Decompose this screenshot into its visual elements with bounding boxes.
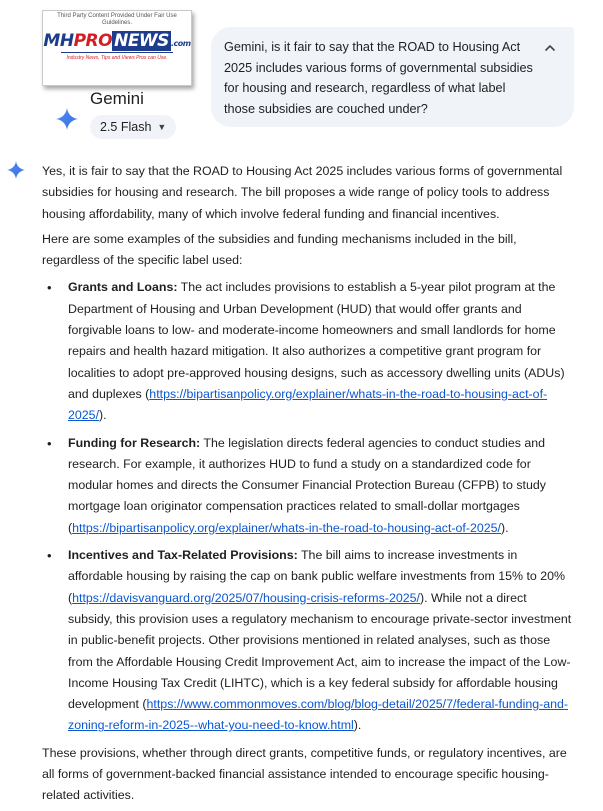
chevron-up-icon[interactable] xyxy=(543,41,557,55)
response-body xyxy=(42,161,572,807)
item-title: Grants and Loans: xyxy=(68,280,178,295)
item-text: The bill aims to increase investments in affordable housing by raising the cap on bank public welfare investments from 15% to 20% ( xyxy=(68,548,566,605)
fair-use-notice: Third Party Content Provided Under Fair Use Guidelines. xyxy=(57,13,177,26)
logo-rule xyxy=(61,52,173,53)
source-link[interactable]: https://www.commonmoves.com/blog/blog-detail/2025/7/federal-funding-and-zoning-reform-in-2025--what-you-need-to-know.html xyxy=(68,697,569,733)
logo-wordmark xyxy=(43,31,191,54)
list-item xyxy=(68,277,572,426)
list-item xyxy=(68,433,572,539)
item-tail: ). xyxy=(353,718,362,733)
mhpronews-logo xyxy=(42,10,192,86)
list-item xyxy=(68,545,572,737)
response-intro: Yes, it is fair to say that the ROAD to Housing Act 2025 includes various forms of governmental subsidies for housing and research. The bill proposes a wide range of policy tools to address housing affordability, many of which involve federal funding and financial incentives. xyxy=(42,164,563,221)
response-list xyxy=(42,277,572,736)
logo-com: .com xyxy=(170,39,191,48)
gemini-spark-icon xyxy=(56,108,78,130)
model-selector[interactable] xyxy=(90,115,176,139)
response-closing: These provisions, whether through direct grants, competitive funds, or regulatory incentives, are all forms of government-backed financial assistance intended to encourage specific housing-related activities. xyxy=(42,745,567,803)
source-link[interactable]: https://bipartisanpolicy.org/explainer/whats-in-the-road-to-housing-act-of-2025/ xyxy=(72,520,501,535)
logo-mh: MH xyxy=(43,31,74,51)
assistant-name: Gemini xyxy=(90,89,144,108)
model-label: 2.5 Flash xyxy=(100,120,152,134)
item-text-continued: ). While not a direct subsidy, this provision uses a regulatory mechanism to encourage private-sector investment in public-benefit projects. Other provisions mentioned in related analyses, such as those from the Affordable Housing Credit Improvement Act, aim to increase the impact of the Low-Income Housing Tax Credit (LIHTC), which is a key federal subsidy for affordable housing development ( xyxy=(68,590,572,712)
item-tail: ). xyxy=(500,520,509,535)
item-title: Funding for Research: xyxy=(68,435,201,450)
item-text: The act includes provisions to establish a 5-year pilot program at the Department of Housing and Urban Development (HUD) that would offer grants and forgivable loans to low- and moderate-income homeowners and small landlords for home repairs and health hazard mitigation. It also authorizes a competitive grant program for localities to adopt pre-approved housing designs, such as accessory dwelling units (ADUs) and duplexes ( xyxy=(68,280,565,401)
item-tail: ). xyxy=(99,408,107,423)
user-prompt-text: Gemini, is it fair to say that the ROAD to Housing Act 2025 includes various forms of governmental subsidies for housing and research, regardless of what label those subsidies are couched under? xyxy=(224,40,533,116)
logo-pro: PRO xyxy=(73,31,113,51)
logo-tagline: Industry News, Tips and Views Pros can Use. xyxy=(66,55,168,61)
caret-down-icon: ▼ xyxy=(157,122,167,132)
response-lead: Here are some examples of the subsidies and funding mechanisms included in the bill, regardless of the specific label used: xyxy=(42,231,517,268)
logo-news: NEWS xyxy=(114,31,169,51)
user-prompt-bubble xyxy=(211,27,574,127)
gemini-spark-icon xyxy=(7,161,25,179)
item-title: Incentives and Tax-Related Provisions: xyxy=(68,548,298,563)
source-link[interactable]: https://bipartisanpolicy.org/explainer/whats-in-the-road-to-housing-act-of-2025/ xyxy=(68,386,548,423)
item-text: The legislation directs federal agencies to conduct studies and research. For example, it authorizes HUD to fund a study on a standardized code for modular homes and directs the Consumer Financial Protection Bureau (CFPB) to study mortgage loan originator compensation practices related to small-dollar mortgages ( xyxy=(68,435,546,535)
source-link[interactable]: https://davisvanguard.org/2025/07/housing-crisis-reforms-2025/ xyxy=(72,590,420,605)
